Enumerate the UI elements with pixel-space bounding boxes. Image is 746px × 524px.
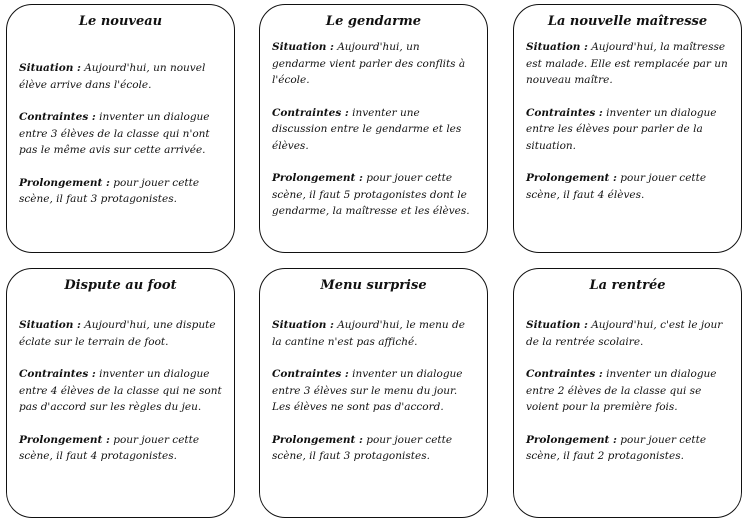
prolongement-text: pour jouer cette scène, il faut 3 protagonistes.	[19, 176, 200, 205]
prolongement-label: Prolongement :	[526, 433, 617, 446]
prolongement-text: pour jouer cette scène, il faut 5 protagonistes dont le gendarme, la maîtresse et les élèves.	[272, 172, 470, 217]
contraintes-section	[526, 105, 729, 155]
situation-text: Aujourd'hui, un nouvel élève arrive dans l'école.	[19, 62, 206, 91]
contraintes-section	[272, 105, 475, 155]
situation-section	[526, 317, 729, 350]
contraintes-section	[526, 366, 729, 416]
situation-section	[272, 39, 475, 89]
contraintes-text: inventer un dialogue entre 2 élèves de la classe qui se voient pour la première fois.	[526, 368, 717, 413]
contraintes-section	[272, 366, 475, 416]
contraintes-label: Contraintes :	[526, 368, 603, 380]
card-le-gendarme	[259, 4, 488, 253]
card-menu-surprise	[259, 268, 488, 518]
situation-text: Aujourd'hui, une dispute éclate sur le terrain de foot.	[19, 319, 216, 348]
situation-label: Situation :	[526, 41, 588, 53]
prolongement-text: pour jouer cette scène, il faut 4 élèves.	[526, 172, 707, 201]
contraintes-text: inventer un dialogue entre 4 élèves de la classe qui ne sont pas d'accord sur les règles du jeu.	[19, 368, 222, 413]
prolongement-section	[526, 432, 729, 465]
contraintes-text: inventer une discussion entre le gendarme et les élèves.	[272, 106, 462, 152]
situation-section	[19, 60, 222, 93]
situation-text: Aujourd'hui, c'est le jour de la rentrée scolaire.	[526, 319, 723, 348]
contraintes-label: Contraintes :	[19, 368, 96, 380]
card-title: Le nouveau	[78, 14, 163, 29]
situation-text: Aujourd'hui, le menu de la cantine n'est pas affiché.	[272, 319, 465, 348]
situation-section	[272, 317, 475, 350]
contraintes-label: Contraintes :	[272, 368, 349, 380]
card-title: Menu surprise	[320, 278, 427, 293]
situation-label: Situation :	[526, 319, 588, 331]
prolongement-label: Prolongement :	[526, 172, 617, 184]
contraintes-label: Contraintes :	[272, 106, 349, 119]
prolongement-label: Prolongement :	[272, 172, 363, 184]
card-la-nouvelle-maitresse	[513, 4, 742, 253]
prolongement-label: Prolongement :	[19, 176, 110, 189]
situation-label: Situation :	[272, 319, 334, 331]
card-title: La rentrée	[589, 278, 666, 293]
prolongement-text: pour jouer cette scène, il faut 2 protagonistes.	[526, 433, 707, 462]
prolongement-section	[526, 170, 729, 203]
situation-section	[526, 39, 729, 89]
contraintes-label: Contraintes :	[526, 106, 603, 119]
prolongement-section	[272, 432, 475, 465]
prolongement-section	[272, 170, 475, 220]
situation-label: Situation :	[19, 62, 81, 74]
card-dispute-au-foot	[6, 268, 235, 518]
situation-text: Aujourd'hui, la maîtresse est malade. Elle est remplacée par un nouveau maître.	[526, 41, 728, 86]
situation-label: Situation :	[19, 319, 81, 331]
situation-section	[19, 317, 222, 350]
prolongement-section	[19, 175, 222, 208]
card-title: La nouvelle maîtresse	[547, 14, 708, 29]
contraintes-label: Contraintes :	[19, 111, 96, 123]
card-title: Le gendarme	[325, 14, 422, 29]
contraintes-text: inventer un dialogue entre 3 élèves de la classe qui n'ont pas le même avis sur cette arrivée.	[19, 111, 210, 156]
contraintes-text: inventer un dialogue entre les élèves pour parler de la situation.	[526, 106, 717, 152]
prolongement-text: pour jouer cette scène, il faut 3 protagonistes.	[272, 433, 453, 462]
card-le-nouveau	[6, 4, 235, 253]
prolongement-label: Prolongement :	[272, 433, 363, 446]
card-title: Dispute au foot	[64, 278, 177, 293]
contraintes-section	[19, 109, 222, 159]
contraintes-text: inventer un dialogue entre 3 élèves sur le menu du jour. Les élèves ne sont pas d'accord.	[272, 368, 463, 413]
prolongement-section	[19, 432, 222, 465]
prolongement-label: Prolongement :	[19, 433, 110, 446]
situation-label: Situation :	[272, 41, 334, 53]
situation-text: Aujourd'hui, un gendarme vient parler des conflits à l'école.	[272, 41, 466, 86]
contraintes-section	[19, 366, 222, 416]
prolongement-text: pour jouer cette scène, il faut 4 protagonistes.	[19, 433, 200, 462]
card-la-rentree	[513, 268, 742, 518]
